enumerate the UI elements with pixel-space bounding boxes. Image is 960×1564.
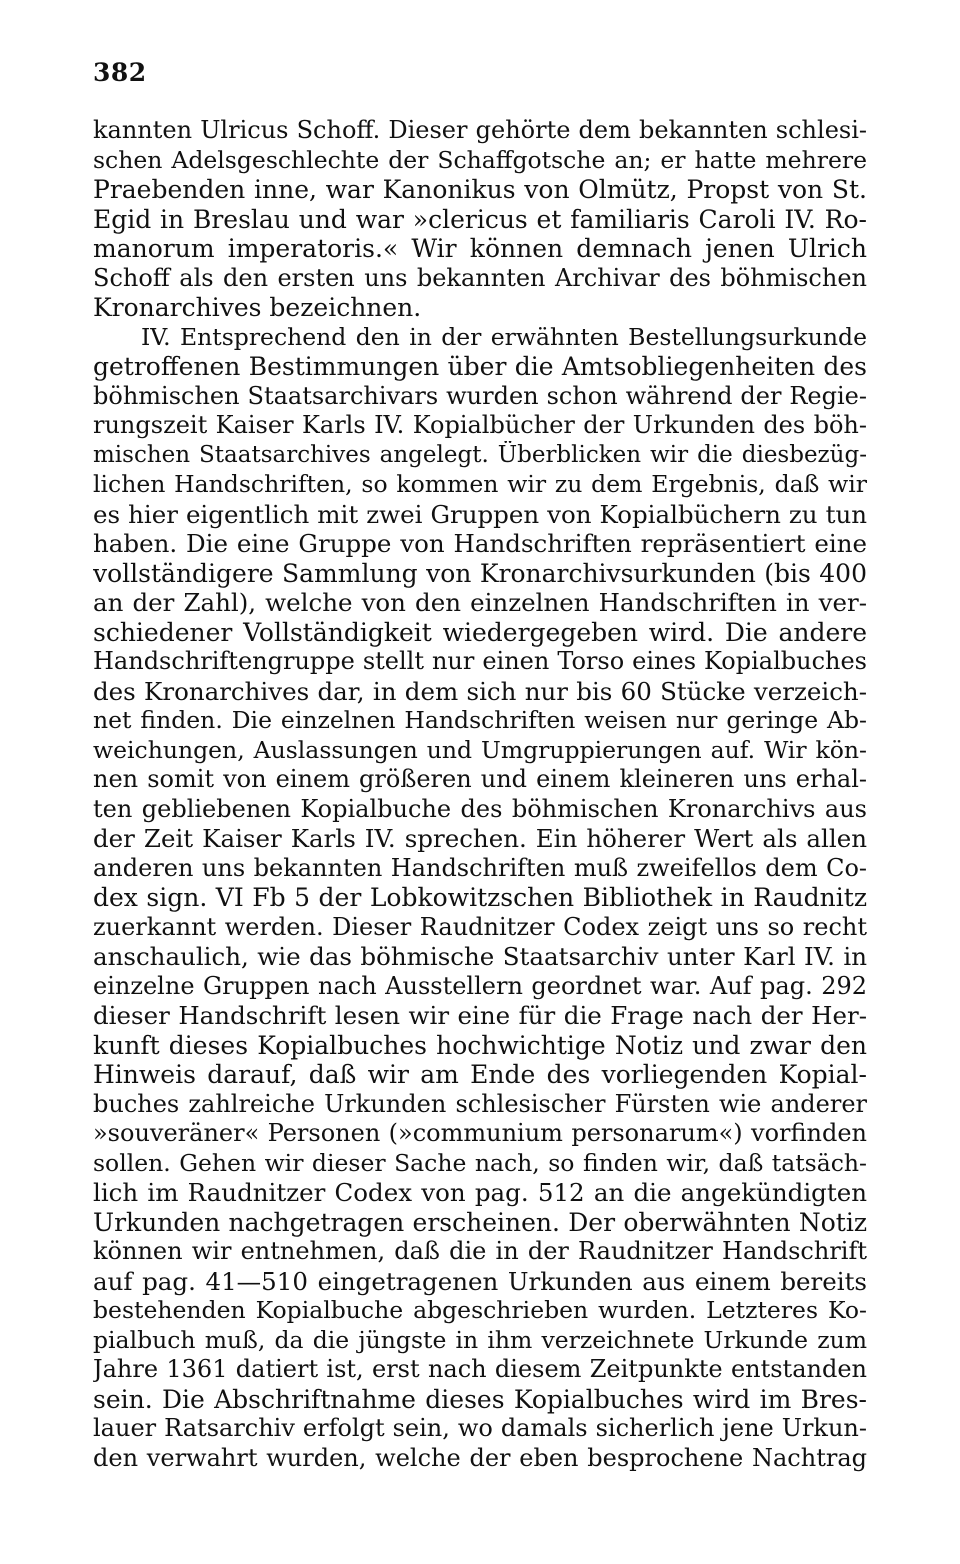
text-line: dieser Handschrift lesen wir eine für die Frage nach der Her- [93,1001,867,1030]
text-line: Hinweis darauf, daß wir am Ende des vorliegenden Kopial- [93,1060,867,1089]
text-line: mischen Staatsarchives angelegt. Überblicken wir die diesbezüg- [93,441,867,468]
text-line: es hier eigentlich mit zwei Gruppen von Kopialbüchern zu tun [93,499,867,529]
text-line: auf pag. 41—510 eingetragenen Urkunden aus einem bereits [93,1266,867,1296]
text-line: »souveräner« Personen (»communium personarum«) vorfinden [93,1119,867,1147]
text-line: ten gebliebenen Kopialbuche des böhmischen Kronarchivs aus [93,794,867,823]
text-line: weichungen, Auslassungen und Umgruppierungen auf. Wir kön- [93,735,867,764]
text-line: kannten Ulricus Schoff. Dieser gehörte dem bekannten schlesi- [93,116,867,144]
text-line: haben. Die eine Gruppe von Handschriften repräsentiert eine [93,529,867,558]
text-line: böhmischen Staatsarchivars wurden schon während der Regie- [93,381,867,410]
text-line: schiedener Vollständigkeit wiedergegeben wird. Die andere [93,617,867,647]
text-line: sollen. Gehen wir dieser Sache nach, so finden wir, daß tatsäch- [93,1148,867,1177]
text-line: kunft dieses Kopialbuches hochwichtige Notiz und zwar den [93,1030,867,1060]
text-line: Egid in Breslau und war »clericus et familiaris Caroli IV. Ro- [93,204,867,234]
text-line: getroffenen Bestimmungen über die Amtsobliegenheiten des [93,352,867,381]
text-line: Schoff als den ersten uns bekannten Archivar des böhmischen [93,263,867,292]
text-line: nen somit von einem größeren und einem kleineren uns erhal- [93,765,867,793]
text-line: vollständigere Sammlung von Kronarchivsurkunden (bis 400 [93,558,867,588]
body-text [93,116,867,1473]
text-line: Jahre 1361 datiert ist, erst nach diesem Zeitpunkte entstanden [93,1355,867,1383]
text-line: lauer Ratsarchiv erfolgt sein, wo damals sicherlich jene Urkun- [93,1414,867,1442]
text-line: net finden. Die einzelnen Handschriften weisen nur geringe Ab- [93,706,867,734]
text-line: rungszeit Kaiser Karls IV. Kopialbücher der Urkunden des böh- [93,411,867,439]
text-line: Handschriftengruppe stellt nur einen Torso eines Kopialbuches [93,647,867,675]
text-line: bestehenden Kopialbuche abgeschrieben wurden. Letzteres Ko- [93,1296,867,1324]
text-line: dex sign. VI Fb 5 der Lobkowitzschen Bibliothek in Raudnitz [93,883,867,912]
section-heading-line: IV. Entsprechend den in der erwähnten Bestellungsurkunde [141,322,867,351]
text-line: pialbuch muß, da die jüngste in ihm verzeichnete Urkunde zum [93,1325,867,1354]
text-line: der Zeit Kaiser Karls IV. sprechen. Ein höherer Wert als allen [93,824,867,853]
text-line: Praebenden inne, war Kanonikus von Olmütz, Propst von St. [93,175,867,204]
text-line: sein. Die Abschriftnahme dieses Kopialbuches wird im Bres- [93,1384,867,1414]
text-line: Urkunden nachgetragen erscheinen. Der oberwähnten Notiz [93,1207,867,1237]
text-line: zuerkannt werden. Dieser Raudnitzer Codex zeigt uns so recht [93,912,867,941]
text-line: lichen Handschriften, so kommen wir zu dem Ergebnis, daß wir [93,470,867,498]
text-line: lich im Raudnitzer Codex von pag. 512 an die angekündigten [93,1178,867,1207]
text-line: einzelne Gruppen nach Ausstellern geordnet war. Auf pag. 292 [93,971,867,1000]
text-line: schen Adelsgeschlechte der Schaffgotsche an; er hatte mehrere [93,145,867,174]
text-line: buches zahlreiche Urkunden schlesischer Fürsten wie anderer [93,1089,867,1118]
text-line: anderen uns bekannten Handschriften muß zweifellos dem Co- [93,853,867,882]
text-line: des Kronarchives dar, in dem sich nur bis 60 Stücke verzeich- [93,676,867,706]
text-line: den verwahrt wurden, welche der eben besprochene Nachtrag [93,1443,867,1472]
text-line: an der Zahl), welche von den einzelnen Handschriften in ver- [93,588,867,617]
page-number: 382 [93,58,147,87]
text-line: manorum imperatoris.« Wir können demnach jenen Ulrich [93,234,867,263]
text-line: anschaulich, wie das böhmische Staatsarchiv unter Karl IV. in [93,942,867,971]
text-line: können wir entnehmen, daß die in der Raudnitzer Handschrift [93,1237,867,1265]
text-line: Kronarchives bezeichnen. [93,293,422,322]
